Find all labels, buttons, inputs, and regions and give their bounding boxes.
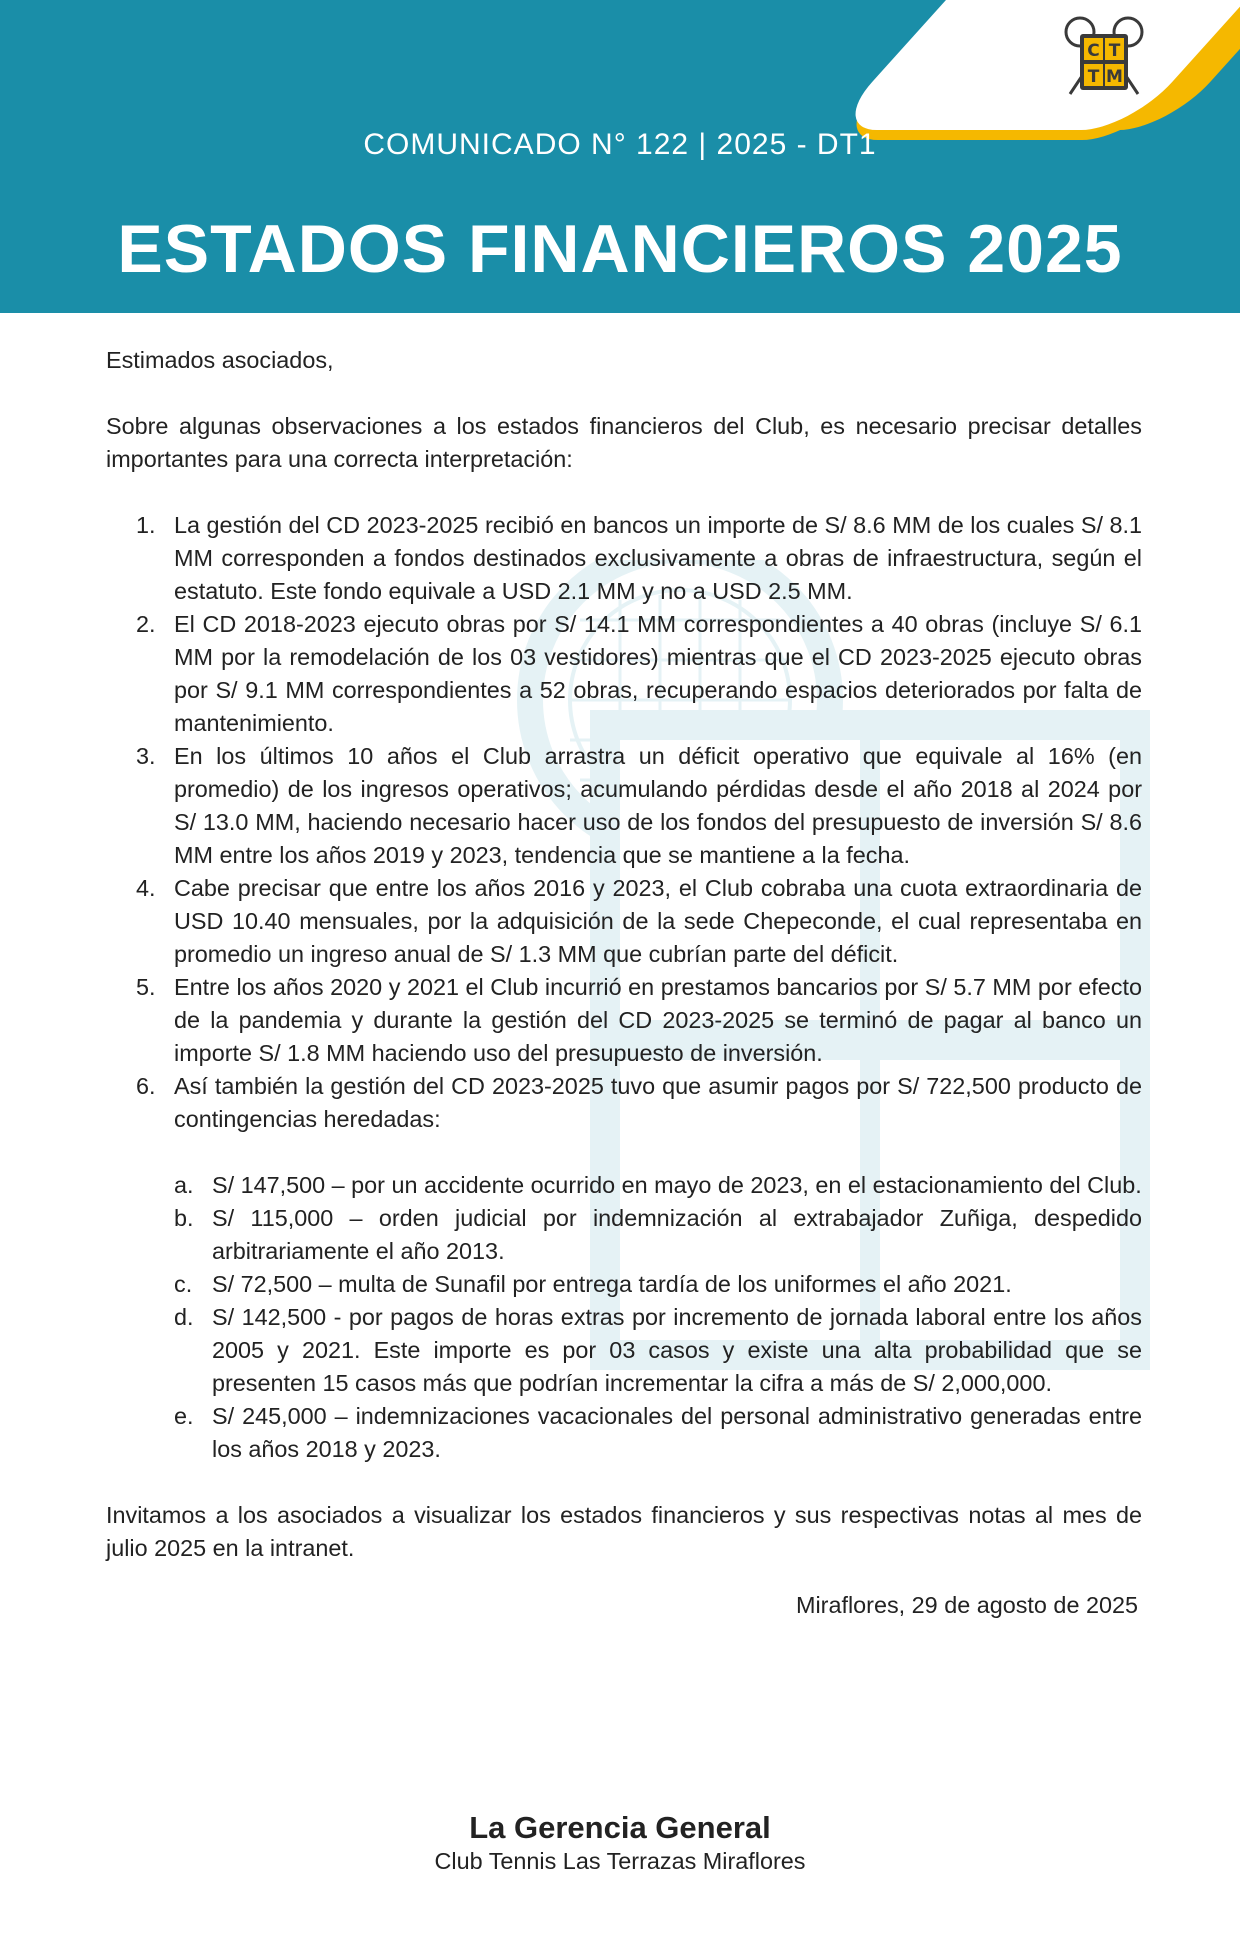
sub-list-item-text: S/ 245,000 – indemnizaciones vacacionales del personal administrativo generadas entre los años 2018 y 2023.: [212, 1403, 1142, 1462]
list-item-number: 4.: [136, 875, 156, 901]
sub-list-item-text: S/ 147,500 – por un accidente ocurrido en mayo de 2023, en el estacionamiento del Club.: [212, 1172, 1142, 1198]
list-item: [106, 872, 1142, 971]
list-item: [106, 608, 1142, 740]
list-item: [106, 740, 1142, 872]
list-item: [106, 971, 1142, 1070]
contingencies-list: [174, 1169, 1142, 1466]
list-item-text: Así también la gestión del CD 2023-2025 tuvo que asumir pagos por S/ 722,500 producto de contingencias heredadas:: [174, 1073, 1142, 1132]
logo-tab: [829, 0, 1240, 130]
sub-list-item-letter: c.: [174, 1271, 193, 1297]
list-item: [106, 509, 1142, 608]
list-item-number: 5.: [136, 974, 156, 1000]
sub-list-item-text: S/ 115,000 – orden judicial por indemnización al extrabajador Zuñiga, despedido arbitrariamente el año 2013.: [212, 1205, 1142, 1264]
club-logo: [1062, 14, 1146, 98]
list-item-number: 3.: [136, 743, 156, 769]
sub-list-item: [174, 1301, 1142, 1400]
list-item: [106, 1070, 1142, 1466]
signature-club: Club Tennis Las Terrazas Miraflores: [434, 1848, 806, 1874]
list-item-text: La gestión del CD 2023-2025 recibió en bancos un importe de S/ 8.6 MM de los cuales S/ 8.1 MM corresponden a fondos destinados exclusivamente a obras de infraestructura, según el estatuto. Este fondo equivale a USD 2.1 MM y no a USD 2.5 MM.: [174, 512, 1142, 604]
logo-letter-1: C: [1087, 41, 1100, 61]
list-item-number: 1.: [136, 512, 156, 538]
sub-list-item-letter: e.: [174, 1403, 194, 1429]
sub-list-item: [174, 1169, 1142, 1202]
greeting: Estimados asociados,: [106, 347, 334, 373]
header-banner: [0, 0, 1240, 313]
logo-letter-2: T: [1108, 41, 1121, 61]
observations-list: [106, 509, 1142, 1466]
list-item-number: 6.: [136, 1073, 156, 1099]
place-and-date: Miraflores, 29 de agosto de 2025: [796, 1592, 1138, 1618]
intro-paragraph: Sobre algunas observaciones a los estados financieros del Club, es necesario precisar detalles importantes para una correcta interpretación:: [106, 413, 1142, 472]
sub-list-item: [174, 1400, 1142, 1466]
sub-list-item-text: S/ 72,500 – multa de Sunafil por entrega tardía de los uniformes el año 2021.: [212, 1271, 1012, 1297]
logo-letter-3: T: [1087, 67, 1100, 87]
closing-paragraph: Invitamos a los asociados a visualizar los estados financieros y sus respectivas notas al mes de julio 2025 en la intranet.: [106, 1502, 1142, 1561]
list-item-text: En los últimos 10 años el Club arrastra un déficit operativo que equivale al 16% (en promedio) de los ingresos operativos; acumulando pérdidas desde el año 2018 al 2024 por S/ 13.0 MM, haciendo necesario hacer uso de los fondos del presupuesto de inversión S/ 8.6 MM entre los años 2019 y 2023, tendencia que se mantiene a la fecha.: [174, 743, 1142, 868]
sub-list-item-letter: b.: [174, 1205, 194, 1231]
list-item-text: Cabe precisar que entre los años 2016 y 2023, el Club cobraba una cuota extraordinaria de USD 10.40 mensuales, por la adquisición de la sede Chepeconde, el cual representaba en promedio un ingreso anual de S/ 1.3 MM que cubrían parte del déficit.: [174, 875, 1142, 967]
list-item-text: El CD 2018-2023 ejecuto obras por S/ 14.1 MM correspondientes a 40 obras (incluye S/ 6.1 MM por la remodelación de los 03 vestidores) mientras que el CD 2023-2025 ejecuto obras por S/ 9.1 MM correspondientes a 52 obras, recuperando espacios deteriorados por falta de mantenimiento.: [174, 611, 1142, 736]
sub-list-item: [174, 1268, 1142, 1301]
communique-number: COMUNICADO N° 122 | 2025 - DT1: [363, 128, 877, 161]
list-item-number: 2.: [136, 611, 156, 637]
sub-list-item: [174, 1202, 1142, 1268]
letter-body: [106, 344, 1142, 1622]
page-title: ESTADOS FINANCIEROS 2025: [117, 211, 1123, 287]
sub-list-item-letter: a.: [174, 1172, 194, 1198]
sub-list-item-letter: d.: [174, 1304, 194, 1330]
logo-letter-4: M: [1106, 67, 1123, 87]
sub-list-item-text: S/ 142,500 - por pagos de horas extras por incremento de jornada laboral entre los años 2005 y 2021. Este importe es por 03 casos y existe una alta probabilidad que se presenten 15 casos más que podrían incrementar la cifra a más de S/ 2,000,000.: [212, 1304, 1142, 1396]
list-item-text: Entre los años 2020 y 2021 el Club incurrió en prestamos bancarios por S/ 5.7 MM por efecto de la pandemia y durante la gestión del CD 2023-2025 se terminó de pagar al banco un importe S/ 1.8 MM haciendo uso del presupuesto de inversión.: [174, 974, 1142, 1066]
signature-name: La Gerencia General: [469, 1810, 771, 1845]
